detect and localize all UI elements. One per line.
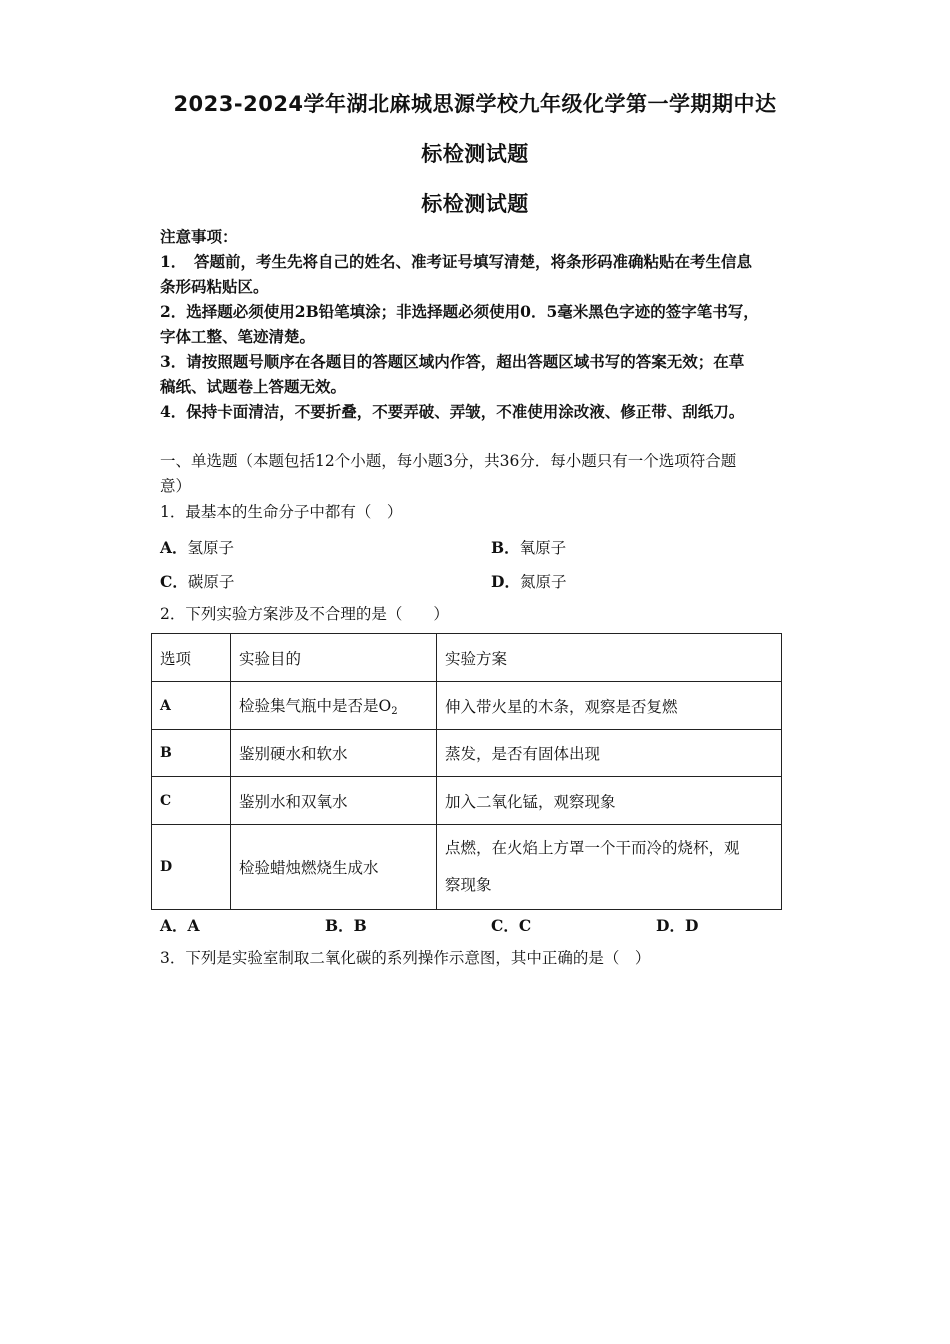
table-cell-plan: 蒸发，是否有固体出现 — [437, 730, 782, 777]
section-heading: 一、单选题（本题包括12个小题，每小题3分，共36分．每小题只有一个选项符合题 — [160, 452, 737, 470]
table-row — [152, 825, 782, 910]
notice-line: 2．选择题必须使用2B铅笔填涂；非选择题必须使用0．5毫米黑色字迹的签字笔书写， — [160, 302, 759, 321]
table-cell-plan — [437, 825, 782, 910]
question-2-option-a: A．A — [160, 916, 200, 935]
table-cell-option: C — [152, 777, 231, 825]
table-header-cell: 实验目的 — [231, 634, 437, 682]
table-cell-purpose: 鉴别硬水和软水 — [231, 730, 437, 777]
page-title-continued: 标检测试题 — [421, 142, 529, 166]
question-1-option-c: C．碳原子 — [160, 572, 235, 591]
table-cell-plan-line: 察现象 — [445, 876, 492, 894]
question-3-stem: 3．下列是实验室制取二氧化碳的系列操作示意图，其中正确的是（ ） — [160, 949, 651, 967]
notice-heading: 注意事项： — [160, 227, 238, 246]
notice-line: 1． 答题前，考生先将自己的姓名、准考证号填写清楚，将条形码准确粘贴在考生信息 — [160, 252, 753, 271]
table-cell-plan: 伸入带火星的木条，观察是否复燃 — [437, 682, 782, 730]
table-cell-purpose: 检验集气瓶中是否是$O_2$ — [231, 682, 437, 730]
table-cell-plan: 加入二氧化锰，观察现象 — [437, 777, 782, 825]
section-heading-continued: 意） — [160, 477, 192, 495]
question-1-option-a: A．氢原子 — [160, 538, 235, 557]
question-2-option-c: C．C — [491, 916, 532, 935]
notice-line: 条形码粘贴区。 — [160, 277, 269, 296]
question-1-stem: 1．最基本的生命分子中都有（ ） — [160, 503, 403, 521]
table-cell-purpose: 鉴别水和双氧水 — [231, 777, 437, 825]
notice-line: 稿纸、试题卷上答题无效。 — [160, 377, 347, 396]
table-cell-purpose: 检验蜡烛燃烧生成水 — [231, 825, 437, 910]
page-title: 2023-2024学年湖北麻城思源学校九年级化学第一学期期中达 — [173, 92, 777, 116]
question-2-option-d: D．D — [656, 916, 699, 935]
table-cell-option: A — [152, 682, 231, 730]
table-header-cell: 选项 — [152, 634, 231, 682]
table-row — [152, 730, 782, 777]
question-2-stem: 2．下列实验方案涉及不合理的是（ ） — [160, 605, 449, 623]
experiment-table — [151, 633, 782, 910]
question-1-option-b: B．氧原子 — [491, 538, 567, 557]
notice-line: 字体工整、笔迹清楚。 — [160, 327, 316, 346]
question-2-option-b: B．B — [325, 916, 367, 935]
table-header-cell: 实验方案 — [437, 634, 782, 682]
table-cell-plan-line: 点燃，在火焰上方罩一个干而冷的烧杯，观 — [445, 839, 740, 857]
page-subtitle: 标检测试题 — [421, 192, 529, 216]
table-row — [152, 682, 782, 730]
table-cell-option: B — [152, 730, 231, 777]
notice-line: 3．请按照题号顺序在各题目的答题区域内作答，超出答题区域书写的答案无效；在草 — [160, 352, 745, 371]
table-header-row — [152, 634, 782, 682]
table-cell-option: D — [152, 825, 231, 910]
question-1-option-d: D．氮原子 — [491, 572, 567, 591]
notice-line: 4．保持卡面清洁，不要折叠，不要弄破、弄皱，不准使用涂改液、修正带、刮纸刀。 — [160, 402, 745, 421]
table-row — [152, 777, 782, 825]
